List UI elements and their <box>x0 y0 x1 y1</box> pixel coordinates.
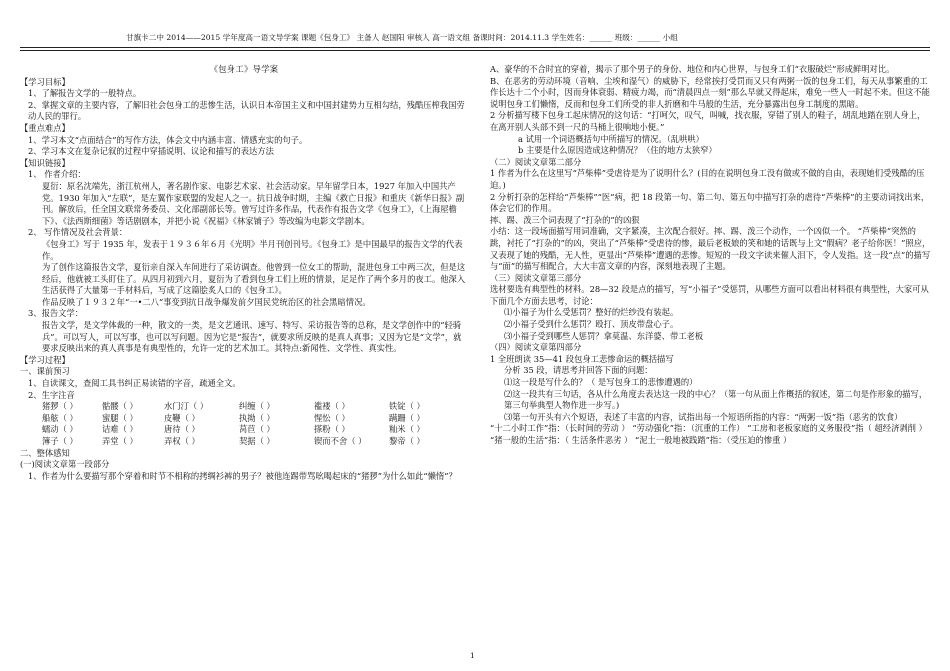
pinyin-item: 契据（ ） <box>239 436 275 446</box>
left-paragraph: 一、课前预习 <box>20 366 70 377</box>
left-paragraph: 2、学习本文在复杂记叙的过程中穿插说明、议论和描写的表达方法 <box>28 146 274 157</box>
right-paragraph: 1 全班朗读 35—41 段包身工悲惨命运的概括描写 <box>490 353 674 364</box>
left-paragraph <box>20 401 468 413</box>
left-paragraph: 为了创作这篇报告文学，夏衍亲自深入车间进行了采访调查。他曾到一位女工的帮助，混进包身工中两三次，但是这经后，他就被工头盯住了。从四月初到六月，夏衍为了看到包身工们上班的情景，足足作了两个多月的夜工。他深入生活获得了大量第一手材料后，写成了这篇脍炙人口的《包身工》。 <box>42 262 466 296</box>
left-paragraph: 【学习目标】 <box>20 76 70 87</box>
pinyin-item: 水门汀（ ） <box>164 401 209 412</box>
right-paragraph: ⑶小福子受到哪些人惩罚？拿莫温、东洋婆、带工老板 <box>504 330 704 341</box>
right-paragraph: （三）阅读文章第三部分 <box>490 272 582 283</box>
right-paragraph: B、在恶劣的劳动环境（音响、尘埃和湿气）的威胁下，经常挨打受罚而又只有两粥一饭的包身工们，每天从事繁重的工作长达十二个小时，因而身体衰弱、精疲力竭，而“清晨四点一刻”那么早就又得起床，难免一些人一时起不来。但这不能说明包身工们懒惰，反而和包身工们所受的非人折磨和牛马般的生活，充分暴露出包身工制度的黑暗。 <box>490 75 930 109</box>
right-paragraph: ⑴这一段是写什么的？（ 是写包身工的悲惨遭遇的） <box>504 377 698 388</box>
right-paragraph: 摔、踢、泼三个词表现了“打杂的”的凶狠 <box>490 214 640 225</box>
left-paragraph <box>20 413 468 425</box>
left-paragraph: 报告文学，是文学体裁的一种，散文的一类，是文艺通讯、速写、特写、采访报告等的总称，是文学创作中的“轻骑兵”。可以写人，可以写事，也可以写问题。因为它是“报告”，就要求所反映的是真人真事；又因为它是“文学”，就要求反映出来的真人真事是有典型性的，允许一定的艺术加工。其特点:新闻性、文学性、真实性。 <box>42 320 462 354</box>
left-paragraph: 夏衍：原名沈端先，浙江杭州人，著名剧作家、电影艺术家、社会活动家。早年留学日本，1927 年加入中国共产党。1930 年加入“左联”，是左翼作家联盟的发起人之一。抗日战争时期，主编《救亡日报》和重庆《新华日报》副刊。解放后，任全国文联常务委员、文化部副部长等。曾写过许多作品，代表作有报告文学《包身工》，《上海屋檐下》、《法西斯细菌》等话剧剧本，并把小说《祝福》《林家铺子》等改编为电影文学剧本。 <box>42 180 465 226</box>
left-column <box>20 64 468 482</box>
left-paragraph: 《包身工》导学案 <box>209 64 279 74</box>
header-rule-top <box>20 47 930 48</box>
left-paragraph: 1、了解报告文学的一般特点。 <box>28 88 142 99</box>
pinyin-item: 诘难（ ） <box>102 424 138 435</box>
pinyin-item: 籼米（ ） <box>389 424 425 435</box>
right-paragraph: 2 分析描写楼下包身工起床情况的这句话：“打呵欠，叹气，叫喊，找衣服，穿错了别人的鞋子，胡乱地踏在别人身上，在离开别人头部不到一尺的马桶上很响地小便。” <box>490 110 926 132</box>
right-paragraph: a 试用一个词语概括句中所描写的情况。（乱哄哄） <box>518 133 704 144</box>
left-paragraph: 1、作者为什么要描写那个穿着和时节不相称的拷绸衫裤的男子？被他连踢带骂吆喝起床的“猪猡”为什么如此“懒惰”？ <box>28 470 457 481</box>
right-paragraph: ⑵小福子受到什么惩罚？殴打、顶皮带盘心子。 <box>504 319 679 330</box>
right-paragraph: ⑶第一句开头有六个短语，表述了丰富的内容，试指出每一个短语所指的内容：“两粥一饭”指（恶劣的饮食） <box>504 411 903 422</box>
pinyin-item: 骷髅（ ） <box>102 401 138 412</box>
pinyin-item: 惺忪（ ） <box>314 412 350 423</box>
left-paragraph: 1、 作者介绍： <box>28 169 86 180</box>
right-paragraph: 2 分析打杂的怎样给“芦柴棒”“医”病，把 18 段第一句、第二句、第五句中描写打杂的虐待“芦柴棒”的主要动词找出来，体会它们的作用。 <box>490 191 930 214</box>
right-paragraph: b 主要是什么原因造成这种情况？（住的地方太狭窄） <box>518 145 717 156</box>
pinyin-item: 唐待（ ） <box>164 424 200 435</box>
left-paragraph: 【学习过程】 <box>20 354 70 365</box>
right-paragraph: “十二小时工作”指：（长时间的劳动 ） “劳动强化”指：（沉重的工作） “工房和老板家庭的义务服役”指（ 超经济剥削 ） “猪一般的生活”指：（ 生活条件恶劣 ） “泥土一般地被践踏”指：（受压迫的惨重 ） <box>490 423 927 445</box>
left-paragraph <box>20 436 468 448</box>
pinyin-item: 锲而不舍（ ） <box>314 436 367 446</box>
left-paragraph <box>20 424 468 436</box>
left-paragraph: 作品反映了１９３２年“一•二八”事变到抗日战争爆发前夕国民党统治区的社会黑暗情况。 <box>42 296 371 307</box>
left-paragraph: 2、生字注音 <box>28 389 75 400</box>
page-number: 1 <box>470 651 475 660</box>
pinyin-item: 蜜腿（ ） <box>102 412 138 423</box>
left-paragraph: 《包身工》写于 1935 年，发表于１９３６年６月《光明》半月刊创刊号。《包身工》是中国最早的报告文学的代表作。 <box>42 238 463 261</box>
pinyin-item: 纠缠（ ） <box>239 401 275 412</box>
left-paragraph: 3、报告文学： <box>28 308 84 319</box>
left-paragraph: 1、学习本文“点面结合”的写作方法，体会文中内涵丰富、情感充实的句子。 <box>28 134 308 145</box>
right-column <box>482 64 932 447</box>
right-paragraph: ⑵这一段共有三句话，各从什么角度去表达这一段的中心？（第一句从面上作概括的叙述，第二句是作形象的描写，第三句举典型人物作进一步写。) <box>504 388 928 411</box>
pinyin-item: 弄堂（ ） <box>102 436 138 446</box>
pinyin-item: 黎帝（ ） <box>389 436 425 446</box>
left-paragraph: 二、整体感知 <box>20 447 70 458</box>
pinyin-item: 搽粉（ ） <box>314 424 350 435</box>
pinyin-item: 蹒跚（ ） <box>389 412 425 423</box>
right-paragraph: 选材要选有典型性的材料。28—32 段是点的描写，写“小福子”受惩罚，从哪些方面可以看出材料很有典型性，大家可从下面几个方面去思考，讨论： <box>490 284 929 306</box>
left-paragraph: (一)阅读文章第一段部分 <box>20 459 110 470</box>
left-paragraph: 【重点难点】 <box>20 122 70 133</box>
right-paragraph: 分析 35 段，请思考并回答下面的问题： <box>504 365 653 376</box>
left-paragraph: 2、 写作情况及社会背景： <box>28 227 128 238</box>
header-rule-bottom <box>20 50 930 51</box>
page-header: 甘旗卡二中 2014——2015 学年度高一语文导学案 课题《包身工》 主备人 赵国阳 审核人 高一语文组 备课时间：2014.11.3 学生姓名：______ 班级：______ 小组 <box>126 33 678 42</box>
left-paragraph: 1、自读课文，查阅工具书纠正易读错的字音，疏通全文。 <box>28 378 241 389</box>
pinyin-item: 船舷（ ） <box>42 412 78 423</box>
pinyin-item: 皮鞭（ ） <box>164 412 200 423</box>
pinyin-item: 铁锭（ ） <box>389 401 425 412</box>
right-paragraph: （四）阅读文章第四部分 <box>490 342 582 353</box>
pinyin-item: 蠕动（ ） <box>42 424 78 435</box>
right-paragraph: 小结：这一段场面描写用词准确，文字紧凑，主次配合很好。摔、踢、泼三个动作，一个凶似一个。 “芦柴棒”突然的跳，衬托了“打杂的”的凶，突出了“芦柴棒”受虐待的惨，最后老板娘的笑和她的话既与上文“假病？老子给你医！”照应，又表现了她的残酷，无人性，更显出“芦柴棒”遭遇的悲惨。短短的一段文字读来催人泪下，令人发指。这一段“点”的描写与“面”的描写相配合，大大丰富文章的内容，深刻地表现了主题。 <box>490 226 931 272</box>
left-paragraph: 2、掌握文章的主要内容，了解旧社会包身工的悲惨生活，认识日本帝国主义和中国封建势力互相勾结，残酷压榨我国劳动人民的罪行。 <box>28 99 465 122</box>
pinyin-item: 猪猡（ ） <box>42 401 78 412</box>
right-paragraph: （二）阅读文章第二部分 <box>490 156 582 167</box>
right-paragraph: A、豪华的不合时宜的穿着，揭示了那个男子的身份、地位和内心世界，与包身工们“衣服破烂”形成鲜明对比。 <box>490 64 895 74</box>
pinyin-item: 莴苣（ ） <box>239 424 275 435</box>
right-paragraph: 1 作者为什么在这里写“芦柴棒”受虐待是为了说明什么？(目的在说明包身工没有做或不做的自由，表现她们受残酷的压迫。) <box>490 168 925 190</box>
pinyin-item: 弄权（ ） <box>164 436 200 446</box>
pinyin-item: 褴褛（ ） <box>314 401 350 412</box>
pinyin-item: 簿子（ ） <box>42 436 78 446</box>
left-paragraph: 【知识链接】 <box>20 157 70 168</box>
right-paragraph: ⑴小福子为什么受惩罚？整好的烂纱没有装起。 <box>504 307 679 318</box>
pinyin-item: 执拗（ ） <box>239 412 275 423</box>
